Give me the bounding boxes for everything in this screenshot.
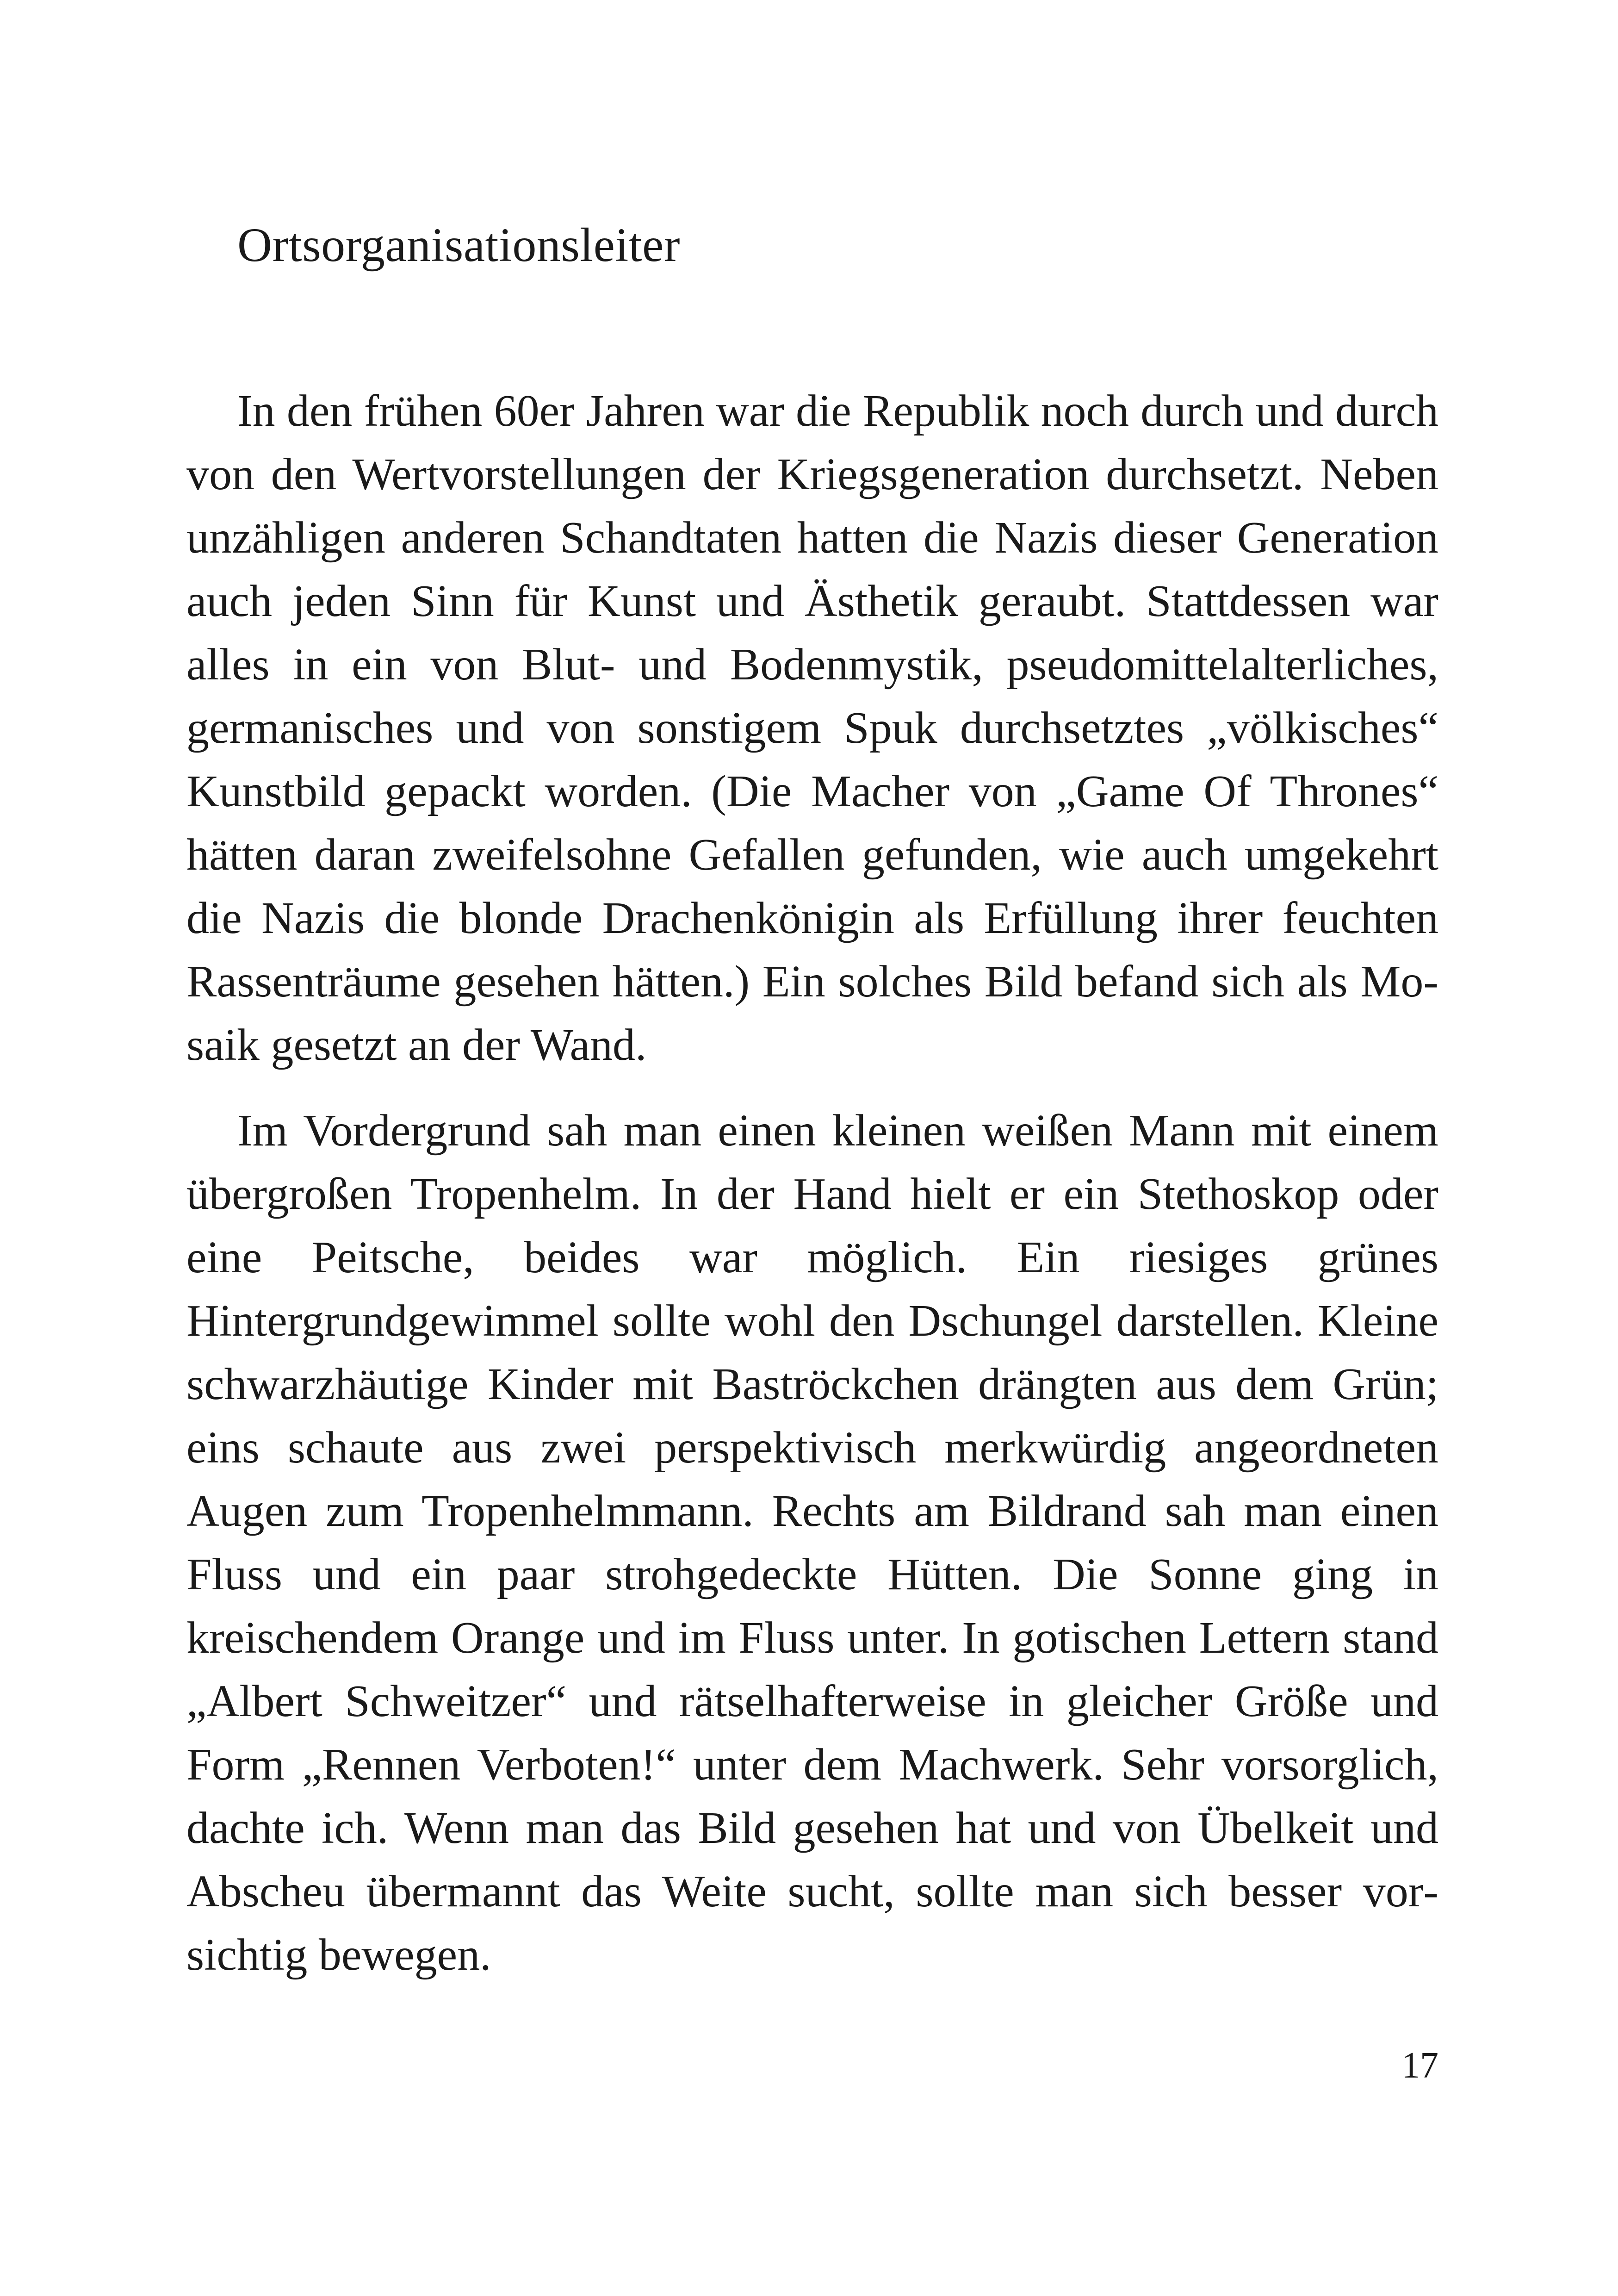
page-number: 17 xyxy=(1401,2045,1438,2086)
chapter-title: Ortsorganisationsleiter xyxy=(237,218,680,272)
paragraph-2: Im Vordergrund sah man einen kleinen weißen Mann mit einem übergroßen Tropenhelm. In der Hand hielt er ein Stethoskop oder eine Peitsche, beides war möglich. Ein riesiges grünes Hintergrundgewimmel sollte wohl den Dschungel darstellen. Kleine schwarzhäutige Kinder mit Baströckchen drängten aus dem Grün; eins schaute aus zwei perspektivisch merkwürdig angeordneten Augen zum Tropenhelmmann. Rechts am Bildrand sah man einen Fluss und ein paar strohgedeckte Hütten. Die Sonne ging in kreischendem Orange und im Fluss unter. In gotischen Lettern stand „Albert Schweitzer“ und rätselhafterweise in gleicher Größe und Form „Rennen Verboten!“ unter dem Machwerk. Sehr vorsorglich, dachte ich. Wenn man das Bild gesehen hat und von Übelkeit und Abscheu übermannt das Weite sucht, sollte man sich besser vorsichtig bewegen. xyxy=(186,1106,1438,1980)
paragraph-1: In den frühen 60er Jahren war die Republik noch durch und durch von den Wertvorstellungen der Kriegsgeneration durchsetzt. Neben unzähligen anderen Schandtaten hatten die Nazis dieser Generation auch jeden Sinn für Kunst und Ästhetik geraubt. Stattdessen war alles in ein von Blut- und Bodenmystik, pseudomittelalterliches, germanisches und von sonstigem Spuk durchsetztes „völkisches“ Kunstbild gepackt worden. (Die Macher von „Game Of Thrones“ hätten daran zweifelsohne Gefallen gefunden, wie auch umgekehrt die Nazis die blonde Drachenkönigin als Erfüllung ihrer feuchten Rassenträume gesehen hätten.) Ein solches Bild befand sich als Mosaik gesetzt an der Wand. xyxy=(186,386,1438,1070)
body-text xyxy=(186,380,1438,1987)
